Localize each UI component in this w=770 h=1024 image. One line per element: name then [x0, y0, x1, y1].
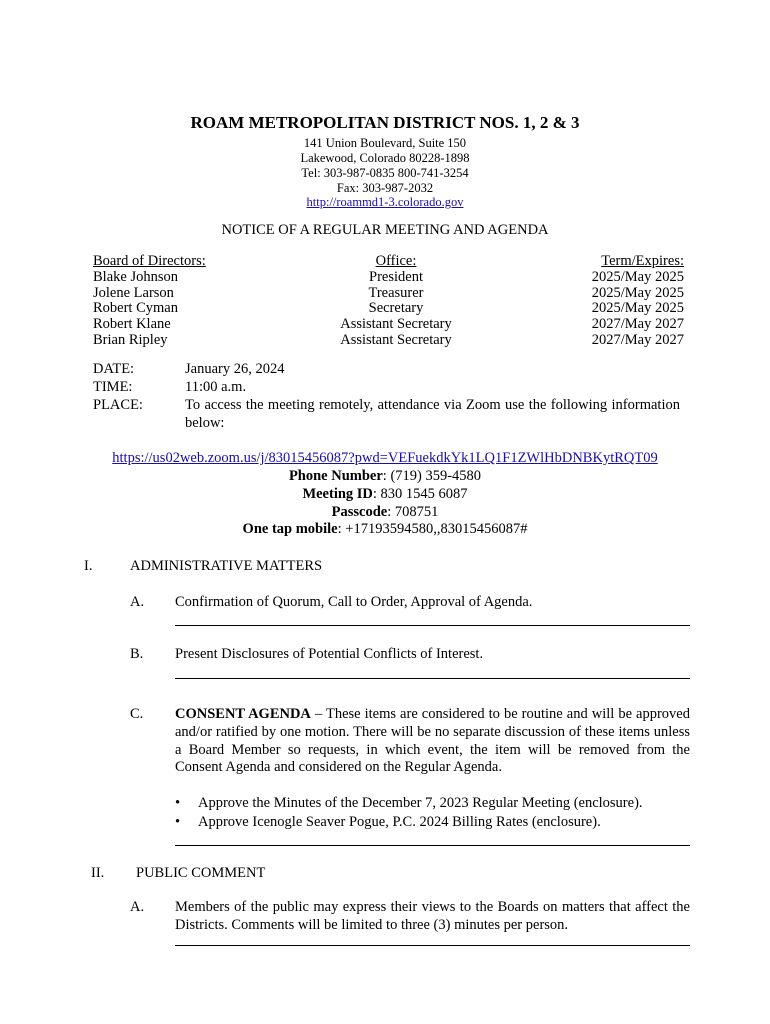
office-header: Office: [375, 253, 417, 269]
notes-line [175, 625, 690, 626]
director-name: Brian Ripley [93, 331, 168, 348]
office-title: Secretary [368, 300, 424, 317]
address-line-2: Lakewood, Colorado 80228-1898 [300, 151, 470, 165]
term-expires: 2025/May 2025 [591, 284, 684, 301]
director-name: Robert Cyman [93, 300, 178, 317]
office-title: President [369, 268, 423, 285]
passcode-line [0, 504, 770, 522]
zoom-link[interactable]: https://us02web.zoom.us/j/83015456087?pwd=VEFuekdkYk1LQ1F1ZWlHbDNBKytRQT09 [112, 450, 658, 466]
public-comment-text: Members of the public may express their views to the Boards on matters that affect the Districts. Comments will be limited to three (3) minutes per person. [175, 899, 690, 933]
section-title: PUBLIC COMMENT [136, 865, 266, 881]
office-title: Assistant Secretary [340, 331, 452, 348]
office-column [316, 254, 476, 349]
bullet-item [175, 813, 690, 832]
term-expires: 2027/May 2027 [591, 331, 684, 348]
director-name: Robert Klane [93, 316, 171, 333]
consent-agenda-heading: CONSENT AGENDA [175, 706, 311, 722]
term-header: Term/Expires: [601, 253, 684, 269]
notes-line [175, 945, 690, 946]
consent-bullets [175, 794, 690, 832]
notice-title: NOTICE OF A REGULAR MEETING AND AGENDA [221, 222, 549, 238]
director-name: Jolene Larson [93, 284, 174, 301]
director-name: Blake Johnson [93, 268, 178, 285]
bullet-text: Approve Icenogle Seaver Pogue, P.C. 2024 Billing Rates (enclosure). [198, 814, 601, 830]
directors-header: Board of Directors: [93, 253, 206, 269]
meeting-id-line [0, 486, 770, 504]
address-line-1: 141 Union Boulevard, Suite 150 [303, 136, 467, 150]
office-title: Assistant Secretary [340, 316, 452, 333]
bullet-icon: • [175, 795, 181, 811]
one-tap-number: : +17193594580,,83015456087# [337, 521, 528, 537]
meeting-id: : 830 1545 6087 [372, 486, 468, 502]
office-title: Treasurer [368, 284, 424, 301]
bullet-icon: • [175, 814, 181, 830]
directors-column [93, 254, 206, 349]
item-letter: C. [130, 706, 144, 722]
consent-agenda-text [175, 706, 690, 777]
notes-line [175, 678, 690, 679]
item-letter: B. [130, 646, 144, 662]
date-label: DATE: [93, 361, 135, 377]
passcode: : 708751 [387, 504, 439, 520]
item-letter: A. [130, 594, 145, 610]
telephone: Tel: 303-987-0835 800-741-3254 [301, 166, 469, 180]
item-text: Confirmation of Quorum, Call to Order, Approval of Agenda. [175, 594, 533, 610]
phone-number-line [0, 468, 770, 486]
meeting-time: 11:00 a.m. [185, 379, 247, 395]
district-title: ROAM METROPOLITAN DISTRICT NOS. 1, 2 & 3 [190, 113, 580, 132]
phone-number: : (719) 359-4580 [382, 468, 482, 484]
section-title: ADMINISTRATIVE MATTERS [130, 558, 323, 574]
meeting-place: To access the meeting remotely, attendance via Zoom use the following information below: [185, 397, 680, 431]
website-link[interactable]: http://roammd1-3.colorado.gov [306, 195, 464, 209]
phone-number-label: Phone Number [288, 468, 383, 484]
consent-agenda-description: – These items are considered to be routine and will be approved and/or ratified by one motion. There will be no separate discussion of these items unless a Board Member so requests, in which event, the item will be removed from the Consent Agenda and considered on the Regular Agenda. [175, 706, 690, 776]
notes-line [175, 845, 690, 846]
meeting-id-label: Meeting ID [302, 486, 373, 502]
term-expires: 2025/May 2025 [591, 268, 684, 285]
item-letter: A. [130, 899, 145, 915]
item-text: Present Disclosures of Potential Conflicts of Interest. [175, 646, 484, 662]
one-tap-label: One tap mobile [242, 521, 338, 537]
one-tap-line [0, 521, 770, 539]
meeting-date: January 26, 2024 [185, 361, 285, 377]
section-numeral: I. [84, 558, 93, 574]
time-label: TIME: [93, 379, 133, 395]
term-column [560, 254, 684, 349]
fax: Fax: 303-987-2032 [336, 181, 434, 195]
section-numeral: II. [91, 865, 105, 881]
term-expires: 2027/May 2027 [591, 316, 684, 333]
term-expires: 2025/May 2025 [591, 300, 684, 317]
bullet-item [175, 794, 690, 813]
bullet-text: Approve the Minutes of the December 7, 2023 Regular Meeting (enclosure). [198, 795, 643, 811]
place-label: PLACE: [93, 397, 143, 413]
passcode-label: Passcode [331, 504, 388, 520]
